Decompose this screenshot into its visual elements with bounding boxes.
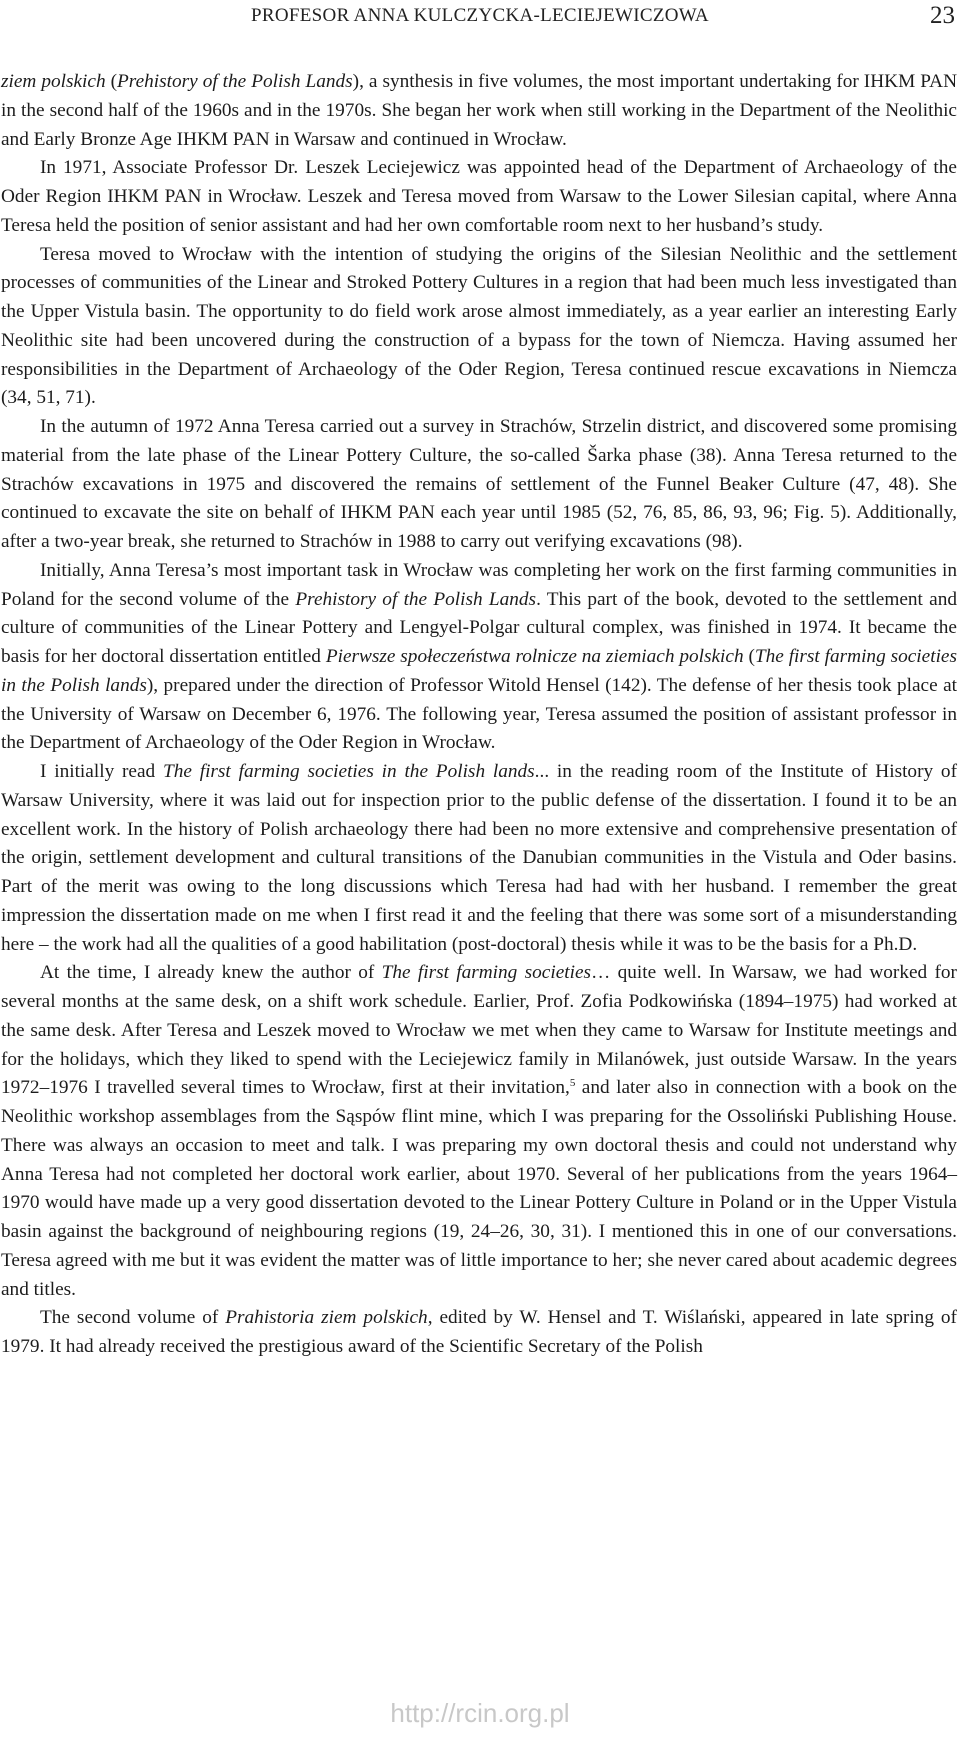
italic-title: ziem polskich — [1, 71, 106, 92]
text-run: , edited by W. Hensel and T. Wiślański, appeared in late spring of 1979. It had already received the prestigious award of the Scientific Secretary of the Polish — [1, 1307, 957, 1357]
running-title: PROFESOR ANNA KULCZYCKA-LECIEJEWICZOWA — [251, 5, 709, 26]
italic-title: Prahistoria ziem polskich — [225, 1307, 428, 1329]
italic-title: The first farming societies in the Polish lands — [1, 646, 957, 696]
text-run: . This part of the book, devoted to the settlement and culture of communities of the Linear Pottery and Lengyel-Polgar cultural complex, was finished in 1974. It became the basis for her doctoral dissertation entitled — [1, 588, 957, 667]
paragraph-1 — [1, 68, 957, 154]
page-number: 23 — [930, 2, 955, 29]
running-header — [0, 2, 960, 32]
italic-title: The first farming societies in the Polish lands — [162, 761, 535, 782]
text-run: Initially, Anna Teresa’s most important task in Wrocław was completing her work on the first farming communities in Poland for the second volume of the — [1, 559, 957, 610]
italic-title: Pierwsze społeczeństwa rolnicze na ziemiach polskich — [325, 646, 744, 667]
paragraph-3: Teresa moved to Wrocław with the intention of studying the origins of the Silesian Neolithic and the settlement processes of communities of the Linear and Stroked Pottery Cultures in a region that had been much less investigated than the Upper Vistula basin. The opportunity to do field work arose almost immediately, as a year earlier an interesting Early Neolithic site had been uncovered during the construction of a bypass for the town of Niemcza. Having assumed her responsibilities in the Department of Archaeology of the Oder Region, Teresa continued rescue excavations in Niemcza (34, 51, 71). — [1, 243, 957, 409]
text-run: and later also in connection with a book on the Neolithic workshop assemblages from the Sąspów flint mine, which I was preparing for the Ossoliński Publishing House. There was always an occasion to meet and talk. I was preparing my own doctoral thesis and could not understand why Anna Teresa had not completed her doctoral work earlier, about 1970. Several of her publications from the years 1964–1970 would have made up a very good dissertation devoted to the Linear Pottery Culture in Poland or in the Upper Vistula basin against the background of neighbouring regions (19, 24–26, 30, 31). I mentioned this in one of our conversations. Teresa agreed with me but it was evident the matter was of little importance to her; she never cared about academic degrees and titles. — [1, 1077, 957, 1300]
text-run: The second volume of — [40, 1307, 226, 1329]
paragraph-6 — [1, 758, 957, 959]
body-text — [1, 68, 957, 1362]
text-run: ( — [743, 646, 755, 667]
text-run: … quite well. In Warsaw, we had worked for several months at the same desk, on a shift work schedule. Earlier, Prof. Zofia Podkowińska (1894–1975) had worked at the same desk. After Teresa and Leszek moved to Wrocław we met when they came to Warsaw for Institute meetings and for the holidays, which they liked to spend with the Leciejewicz family in Milanówek, just outside Warsaw. In the years 1972–1976 I travelled several times to Wrocław, first at their invitation, — [1, 962, 957, 1099]
text-run: ), a synthesis in five volumes, the most important undertaking for IHKM PAN in the second half of the 1960s and in the 1970s. She began her work when still working in the Department of the Neolithic and Early Bronze Age IHKM PAN in Warsaw and continued in Wrocław. — [1, 71, 958, 150]
italic-title: Prehistory of the Polish Lands — [117, 71, 353, 92]
text-run: ... in the reading room of the Institute of History of Warsaw University, where it was laid out for inspection prior to the public defense of the dissertation. I found it to be an excellent work. In the history of Polish archaeology there had been no more extensive and comprehensive presentation of the origin, settlement development and cultural transitions of the Danubian communities in the Vistula and Oder basins. Part of the merit was owing to the long discussions which Teresa had had with her husband. I remember the great impression the dissertation made on me when I first read it and the feeling that there was some sort of a misunderstanding here – the work had all the qualities of a good habilitation (post-doctoral) thesis while it was to be the basis for a Ph.D. — [1, 761, 957, 955]
paragraph-8 — [1, 1304, 957, 1362]
paragraph-4: In the autumn of 1972 Anna Teresa carried out a survey in Strachów, Strzelin district, and discovered some promising material from the late phase of the Linear Pottery Culture, the so-called Šarka phase (38). Anna Teresa returned to the Strachów excavations in 1975 and discovered the remains of settlement of the Funnel Beaker Culture (47, 48). She continued to excavate the site on behalf of IHKM PAN each year until 1985 (52, 76, 85, 86, 93, 96; Fig. 5). Additionally, after a two-year break, she returned to Strachów in 1988 to carry out verifying excavations (98). — [1, 416, 957, 552]
paragraph-5 — [1, 557, 957, 758]
italic-title: The first farming societies — [381, 962, 592, 984]
text-run: I initially read — [40, 761, 163, 782]
paragraph-7 — [1, 959, 957, 1304]
paragraph-2: In 1971, Associate Professor Dr. Leszek Leciejewicz was appointed head of the Department of Archaeology of the Oder Region IHKM PAN in Wrocław. Leszek and Teresa moved from Warsaw to the Lower Silesian capital, where Anna Teresa held the position of senior assistant and had her own comfortable room next to her husband’s study. — [1, 157, 957, 236]
text-run: ( — [105, 71, 118, 92]
italic-title: Prehistory of the Polish Lands — [295, 588, 537, 610]
text-run: ), prepared under the direction of Professor Witold Hensel (142). The defense of her thesis took place at the University of Warsaw on December 6, 1976. The following year, Teresa assumed the position of assistant professor in the Department of Archaeology of the Oder Region in Wrocław. — [1, 674, 957, 754]
text-run: At the time, I already knew the author of — [40, 962, 382, 984]
watermark-url: http://rcin.org.pl — [390, 1698, 570, 1728]
footnote-ref[interactable]: 5 — [569, 1077, 576, 1090]
